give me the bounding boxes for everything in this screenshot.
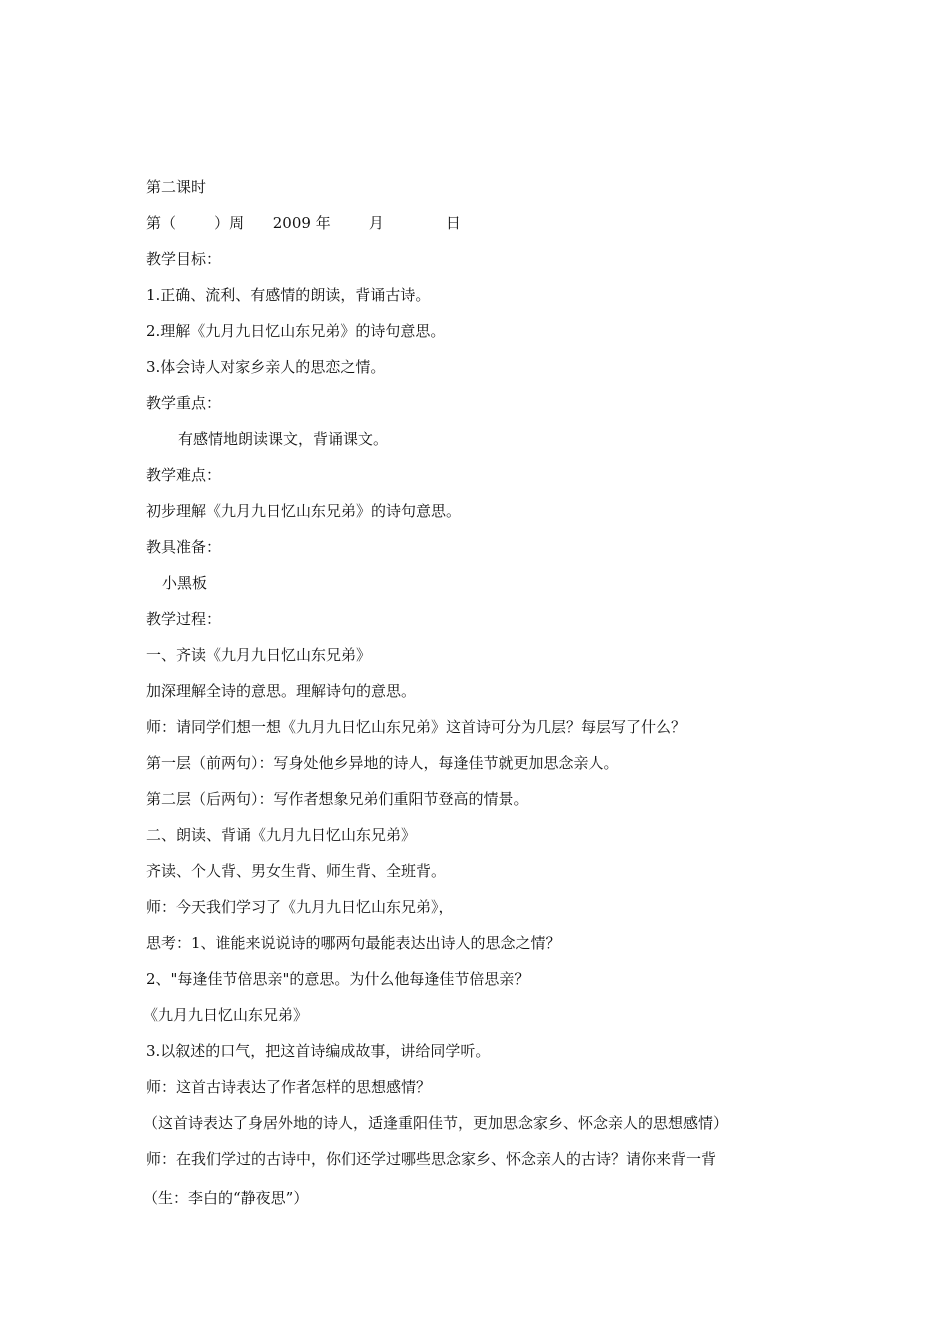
date-line: 第（ ）周 2009 年 月 日 — [146, 214, 461, 232]
heading-difficulties: 教学难点： — [146, 466, 222, 484]
teacher-question-2: 师：这首古诗表达了作者怎样的思想感情？ — [146, 1078, 432, 1096]
process-step-2: 二、朗读、背诵《九月九日忆山东兄弟》 — [146, 826, 417, 844]
lesson-title: 第二课时 — [146, 178, 207, 196]
think-question-3: 3.以叙述的口气，把这首诗编成故事，讲给同学听。 — [146, 1042, 491, 1060]
student-answer: （生：李白的“静夜思”） — [143, 1189, 309, 1207]
heading-objectives: 教学目标： — [146, 250, 222, 268]
teacher-question-1: 师：请同学们想一想《九月九日忆山东兄弟》这首诗可分为几层？每层写了什么？ — [146, 718, 687, 736]
objective-1: 1.正确、流利、有感情的朗读，背诵古诗。 — [146, 286, 431, 304]
objective-2: 2.理解《九月九日忆山东兄弟》的诗句意思。 — [146, 322, 446, 340]
process-step-1: 一、齐读《九月九日忆山东兄弟》 — [146, 646, 372, 664]
heading-process: 教学过程： — [146, 610, 222, 628]
think-question-1: 思考：1、谁能来说说诗的哪两句最能表达出诗人的思念之情？ — [146, 934, 561, 952]
process-text-1: 加深理解全诗的意思。理解诗句的意思。 — [146, 682, 417, 700]
teacher-question-3: 师：在我们学过的古诗中，你们还学过哪些思念家乡、怀念亲人的古诗？请你来背一背 — [146, 1150, 717, 1168]
layer-2-text: 第二层（后两句）：写作者想象兄弟们重阳节登高的情景。 — [146, 790, 529, 808]
think-question-2: 2、"每逢佳节倍思亲"的意思。为什么他每逢佳节倍思亲？ — [146, 970, 530, 988]
objective-3: 3.体会诗人对家乡亲人的思恋之情。 — [146, 358, 386, 376]
heading-materials: 教具准备： — [146, 538, 222, 556]
answer-2: （这首诗表达了身居外地的诗人，适逢重阳佳节，更加思念家乡、怀念亲人的思想感情） — [143, 1114, 729, 1132]
reading-methods: 齐读、个人背、男女生背、师生背、全班背。 — [146, 862, 447, 880]
layer-1-text: 第一层（前两句）：写身处他乡异地的诗人，每逢佳节就更加思念亲人。 — [146, 754, 619, 772]
heading-key-points: 教学重点： — [146, 394, 222, 412]
poem-title: 《九月九日忆山东兄弟》 — [143, 1006, 309, 1024]
teacher-statement: 师：今天我们学习了《九月九日忆山东兄弟》， — [146, 898, 454, 916]
difficulties-text: 初步理解《九月九日忆山东兄弟》的诗句意思。 — [146, 502, 462, 520]
materials-text: 小黑板 — [162, 574, 208, 592]
key-points-text: 有感情地朗读课文，背诵课文。 — [178, 430, 389, 448]
